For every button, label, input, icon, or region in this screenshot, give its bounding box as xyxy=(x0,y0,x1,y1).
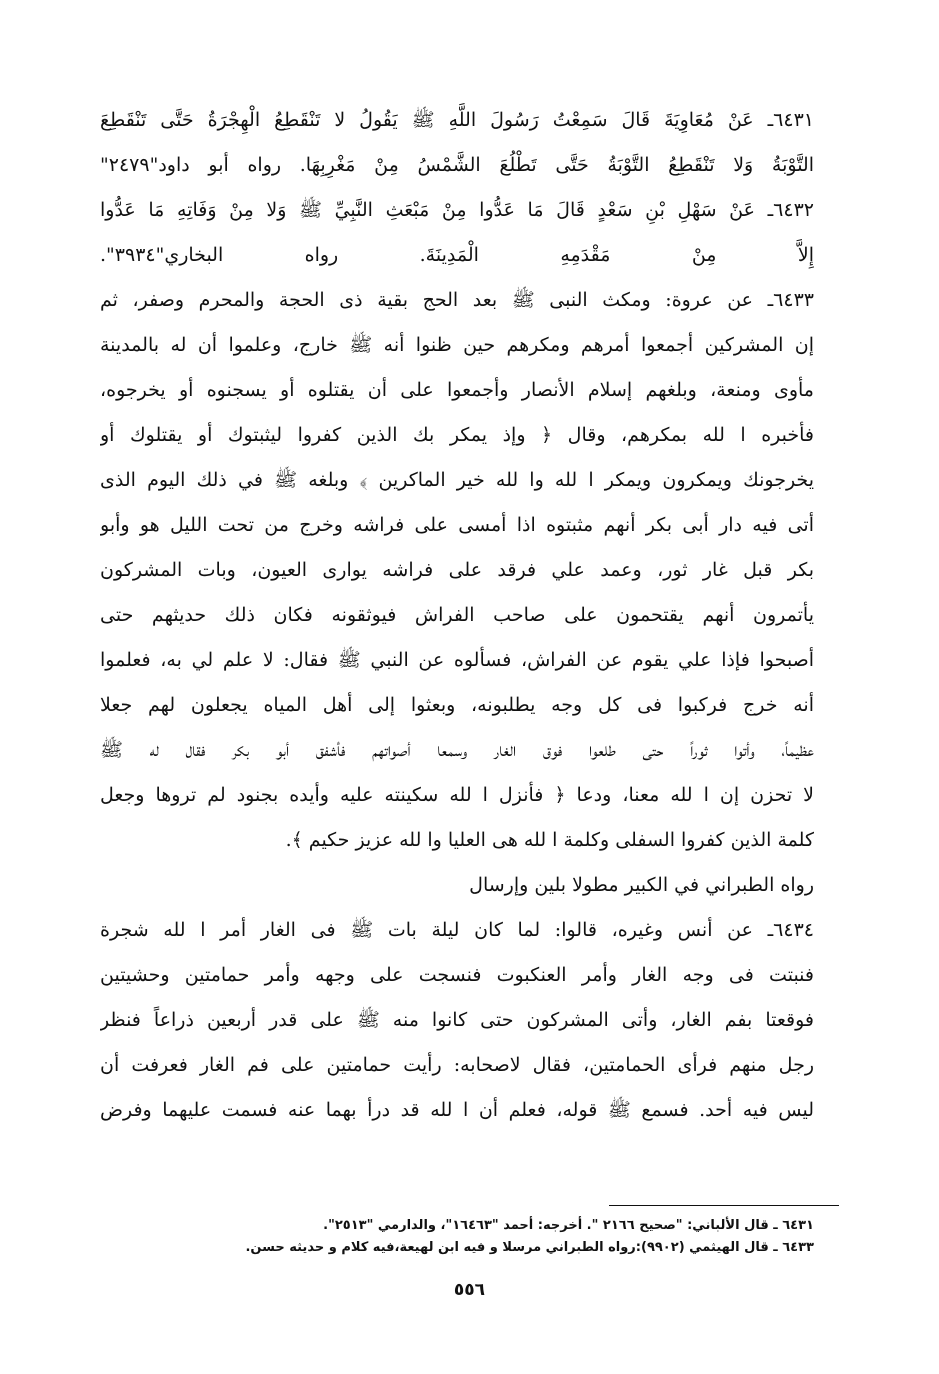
page-number: ٥٥٦ xyxy=(453,1280,486,1300)
text-line: فوقعتا بفم الغار، وأتى المشركون حتى كانوا منه ﷺ على قدر أربعين ذراعاً فنظر xyxy=(100,1009,814,1031)
footnote: ٦٤٣١ ـ قال الألباني: "صحيح ٢١٦٦ ". أخرجه: أحمد "١٦٤٦٣"، والدارمي "٢٥١٣". xyxy=(323,1218,814,1233)
text-line: عظيماً، وأتوا ثوراً حتى طلعوا فوق الغار وسمعا أصواتهم فأشفق أبو بكر فقال له ﷺ xyxy=(100,739,814,761)
footnotes xyxy=(100,1215,814,1259)
text-line: يخرجونك ويمكرون ويمكر ا لله وا لله خير الماكرين ﴾ وبلغه ﷺ في ذلك اليوم الذى xyxy=(100,469,814,491)
text-line: بكر قبل غار ثور، وعمد علي فرقد على فراشه يوارى العيون، وبات المشركون xyxy=(100,559,814,581)
text-line: أصبحوا فإذا علي يقوم عن الفراش، فسألوه عن النبي ﷺ فقال: لا علم لي به، فعلموا xyxy=(100,649,814,671)
text-line: رجل منهم فرأى الحمامتين، فقال لاصحابه: رأيت حمامتين على فم الغار فعرفت أن xyxy=(100,1054,814,1076)
text-line: أتى فيه دار أبى بكر أنهم مثبتوه اذا أمسى على فراشه وخرج من تحت الليل هو وأبو xyxy=(100,514,814,536)
text-line: يأتمرون أنهم يقتحمون على صاحب الفراش فيوثقونه فكان ذلك حديثهم حتى xyxy=(100,604,814,626)
text-line: كلمة الذين كفروا السفلى وكلمة ا لله هى العليا وا لله عزيز حكيم ﴾. xyxy=(285,829,814,851)
text-line: رواه الطبراني في الكبير مطولا بلين وإرسال xyxy=(469,874,814,896)
text-line: فأخبره ا لله بمكرهم، وقال ﴿ وإذ يمكر بك الذين كفروا ليثبتوك أو يقتلوك أو xyxy=(100,424,814,446)
text-line: ٦٤٣٤ـ عن أنس وغيره، قالوا: لما كان ليلة بات ﷺ فى الغار أمر ا لله شجرة xyxy=(100,919,814,941)
page-body xyxy=(100,98,814,1133)
footnote-divider xyxy=(609,1205,839,1206)
footnote: ٦٤٣٣ ـ قال الهيثمي (٩٩٠٢):رواه الطبراني مرسلا و فيه ابن لهيعة،فيه كلام و حديثه حسن. xyxy=(245,1240,814,1255)
text-line: ٦٤٣٣ـ عن عروة: ومكث النبى ﷺ بعد الحج بقية ذى الحجة والمحرم وصفر، ثم xyxy=(100,289,814,311)
text-line: أنه خرج فركبوا فى كل وجه يطلبونه، وبعثوا إلى أهل المياه يجعلون لهم جعلا xyxy=(100,694,814,716)
text-line: التَّوْبَةُ وَلا تَنْقَطِعُ التَّوْبَةُ حَتَّى تَطْلُعَ الشَّمْسُ مِنْ مَغْرِبِهَا. رواه أبو داود"٢٤٧٩" xyxy=(100,154,814,176)
text-line: ليس فيه أحد. فسمع ﷺ قوله، فعلم أن ا لله قد درأ بهما عنه فسمت عليهما وفرض xyxy=(100,1099,814,1121)
text-line: ٦٤٣١ـ عَنْ مُعَاوِيَةَ قَالَ سَمِعْتُ رَسُولَ اللَّهِ ﷺ يَقُولُ لا تَنْقَطِعُ الْهِجْرَةُ حَتَّى تَنْقَطِعَ xyxy=(100,109,814,131)
text-line: إن المشركين أجمعوا أمرهم ومكرهم حين ظنوا أنه ﷺ خارج، وعلموا أن له بالمدينة xyxy=(100,334,814,356)
text-line: لا تحزن إن ا لله معنا، ودعا ﴿ فأنزل ا لله سكينته عليه وأيده بجنود لم تروها وجعل xyxy=(100,784,814,806)
text-line: فنبتت فى وجه الغار وأمر العنكبوت فنسجت على وجهه وأمر حمامتين وحشيتين xyxy=(100,964,814,986)
text-line: مأوى ومنعة، وبلغهم إسلام الأنصار وأجمعوا على أن يقتلوه أو يسجنوه أو يخرجوه، xyxy=(100,379,814,401)
text-line: إِلاَّ مِنْ مَقْدَمِهِ الْمَدِينَةَ. رواه البخاري"٣٩٣٤". xyxy=(100,244,814,266)
text-line: ٦٤٣٢ـ عَنْ سَهْلِ بْنِ سَعْدٍ قَالَ مَا عَدُّوا مِنْ مَبْعَثِ النَّبِيِّ ﷺ وَلا مِنْ وَفَاتِهِ مَا عَدُّوا xyxy=(100,199,814,221)
